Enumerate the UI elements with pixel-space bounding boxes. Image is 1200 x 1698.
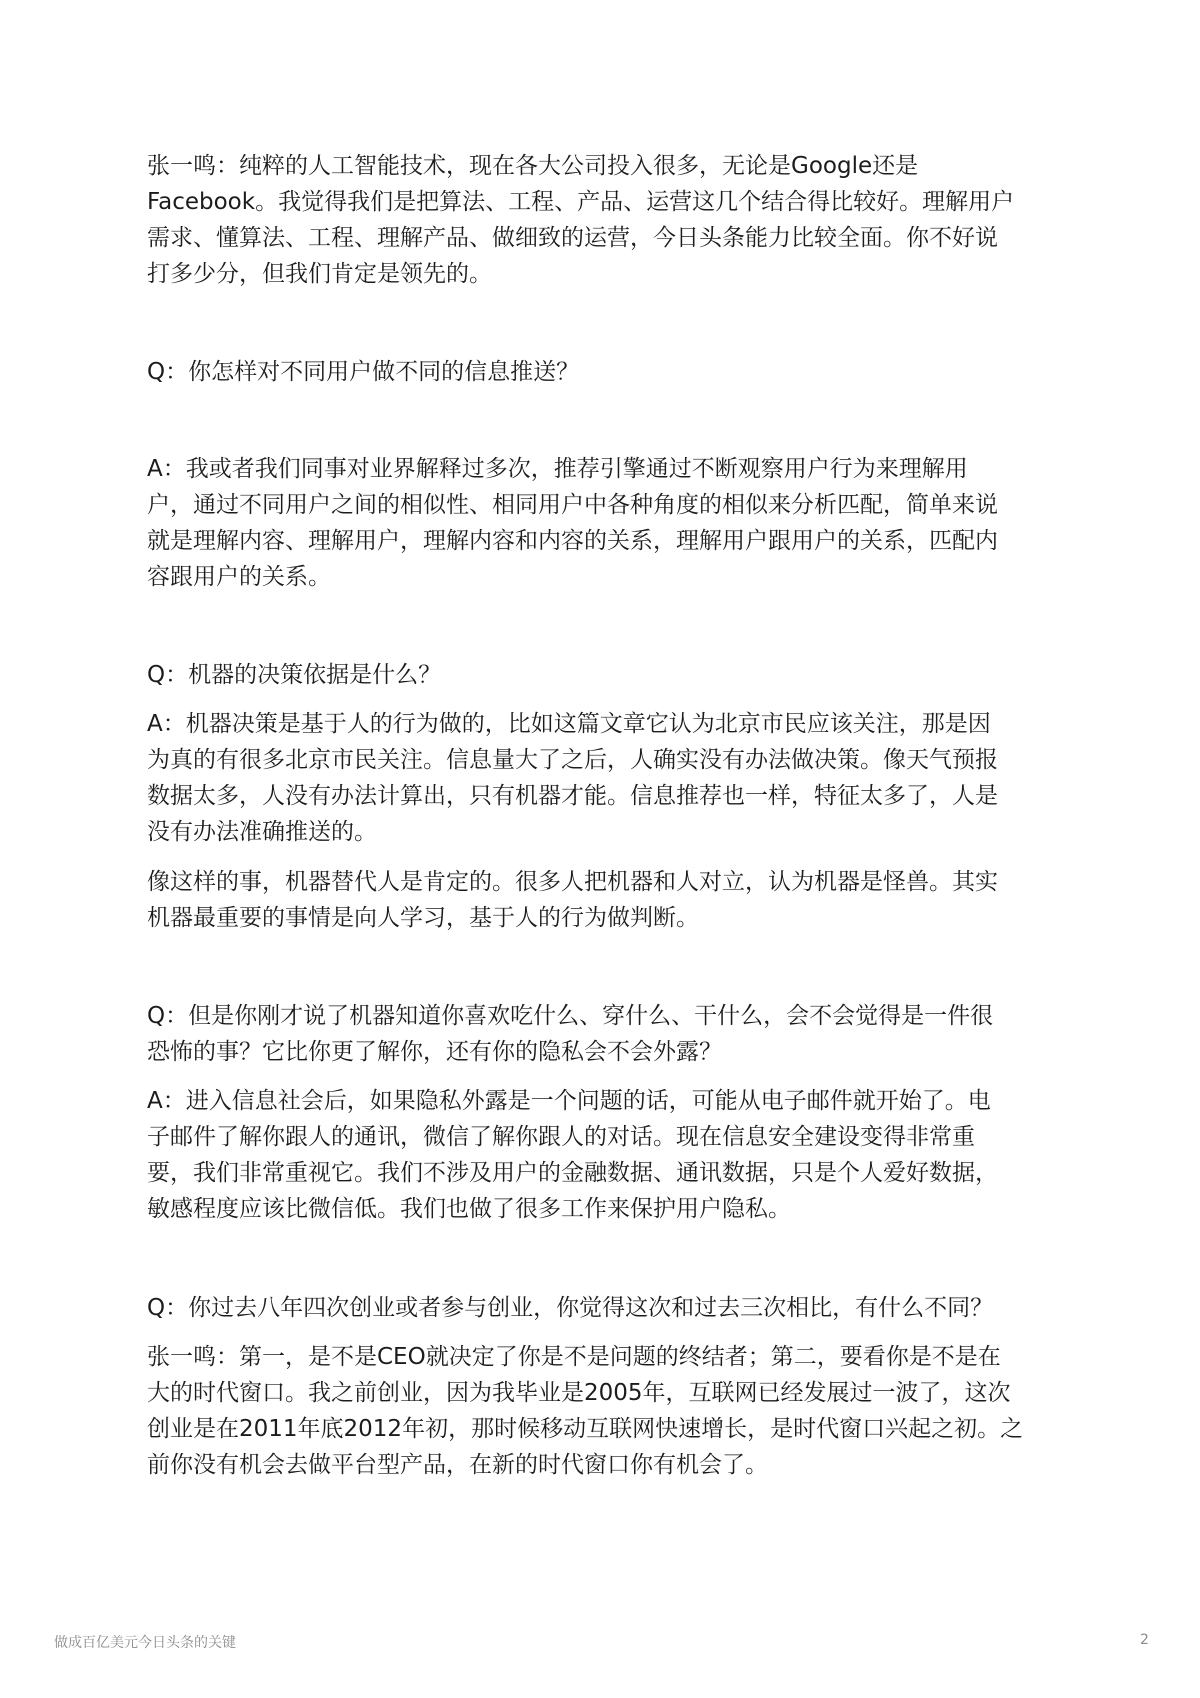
text-line: Q：你怎样对不同用户做不同的信息推送？ xyxy=(147,359,580,385)
paragraph xyxy=(147,148,1147,292)
text-line: 要，我们非常重视它。我们不涉及用户的金融数据、通讯数据，只是个人爱好数据， xyxy=(147,1160,998,1186)
text-line: A：机器决策是基于人的行为做的，比如这篇文章它认为北京市民应该关注，那是因 xyxy=(147,711,991,737)
paragraph xyxy=(147,1290,1147,1326)
paragraph xyxy=(147,1083,1147,1227)
text-line: 户，通过不同用户之间的相似性、相同用户中各种角度的相似来分析匹配，简单来说 xyxy=(147,492,998,518)
text-line: Q：你过去八年四次创业或者参与创业，你觉得这次和过去三次相比，有什么不同？ xyxy=(147,1295,994,1321)
text-line: 打多少分，但我们肯定是领先的。 xyxy=(147,261,492,287)
text-line: 张一鸣：纯粹的人工智能技术，现在各大公司投入很多，无论是Google还是 xyxy=(147,153,919,179)
text-line: 恐怖的事？它比你更了解你，还有你的隐私会不会外露？ xyxy=(147,1039,722,1065)
text-line: 容跟用户的关系。 xyxy=(147,564,331,590)
text-line: 大的时代窗口。我之前创业，因为我毕业是2005年，互联网已经发展过一波了，这次 xyxy=(147,1380,1011,1406)
footer-title: 做成百亿美元今日头条的关键 xyxy=(54,1635,236,1651)
text-line: 机器最重要的事情是向人学习，基于人的行为做判断。 xyxy=(147,905,699,931)
text-line: 没有办法准确推送的。 xyxy=(147,819,377,845)
text-line: Facebook。我觉得我们是把算法、工程、产品、运营这几个结合得比较好。理解用户 xyxy=(147,189,1015,215)
text-line: 就是理解内容、理解用户，理解内容和内容的关系，理解用户跟用户的关系，匹配内 xyxy=(147,528,998,554)
page-number: 2 xyxy=(1140,1632,1149,1648)
text-line: 需求、懂算法、工程、理解产品、做细致的运营，今日头条能力比较全面。你不好说 xyxy=(147,225,998,251)
text-line: 像这样的事，机器替代人是肯定的。很多人把机器和人对立，认为机器是怪兽。其实 xyxy=(147,869,998,895)
text-line: A：进入信息社会后，如果隐私外露是一个问题的话，可能从电子邮件就开始了。电 xyxy=(147,1088,991,1114)
paragraph xyxy=(147,998,1147,1070)
text-line: 子邮件了解你跟人的通讯，微信了解你跟人的对话。现在信息安全建设变得非常重 xyxy=(147,1124,975,1150)
text-line: Q：机器的决策依据是什么？ xyxy=(147,662,442,688)
text-line: 为真的有很多北京市民关注。信息量大了之后，人确实没有办法做决策。像天气预报 xyxy=(147,747,998,773)
paragraph xyxy=(147,706,1147,850)
text-line: 创业是在2011年底2012年初，那时候移动互联网快速增长，是时代窗口兴起之初。之 xyxy=(147,1416,1024,1442)
text-line: 敏感程度应该比微信低。我们也做了很多工作来保护用户隐私。 xyxy=(147,1196,791,1222)
text-line: Q：但是你刚才说了机器知道你喜欢吃什么、穿什么、干什么，会不会觉得是一件很 xyxy=(147,1003,994,1029)
paragraph xyxy=(147,657,1147,693)
paragraph xyxy=(147,1339,1147,1483)
text-line: A：我或者我们同事对业界解释过多次，推荐引擎通过不断观察用户行为来理解用 xyxy=(147,456,968,482)
text-line: 张一鸣：第一，是不是CEO就决定了你是不是问题的终结者；第二，要看你是不是在 xyxy=(147,1344,1001,1370)
paragraph xyxy=(147,451,1147,595)
paragraph xyxy=(147,354,1147,390)
text-line: 数据太多，人没有办法计算出，只有机器才能。信息推荐也一样，特征太多了，人是 xyxy=(147,783,998,809)
paragraph xyxy=(147,864,1147,936)
text-line: 前你没有机会去做平台型产品，在新的时代窗口你有机会了。 xyxy=(147,1452,768,1478)
